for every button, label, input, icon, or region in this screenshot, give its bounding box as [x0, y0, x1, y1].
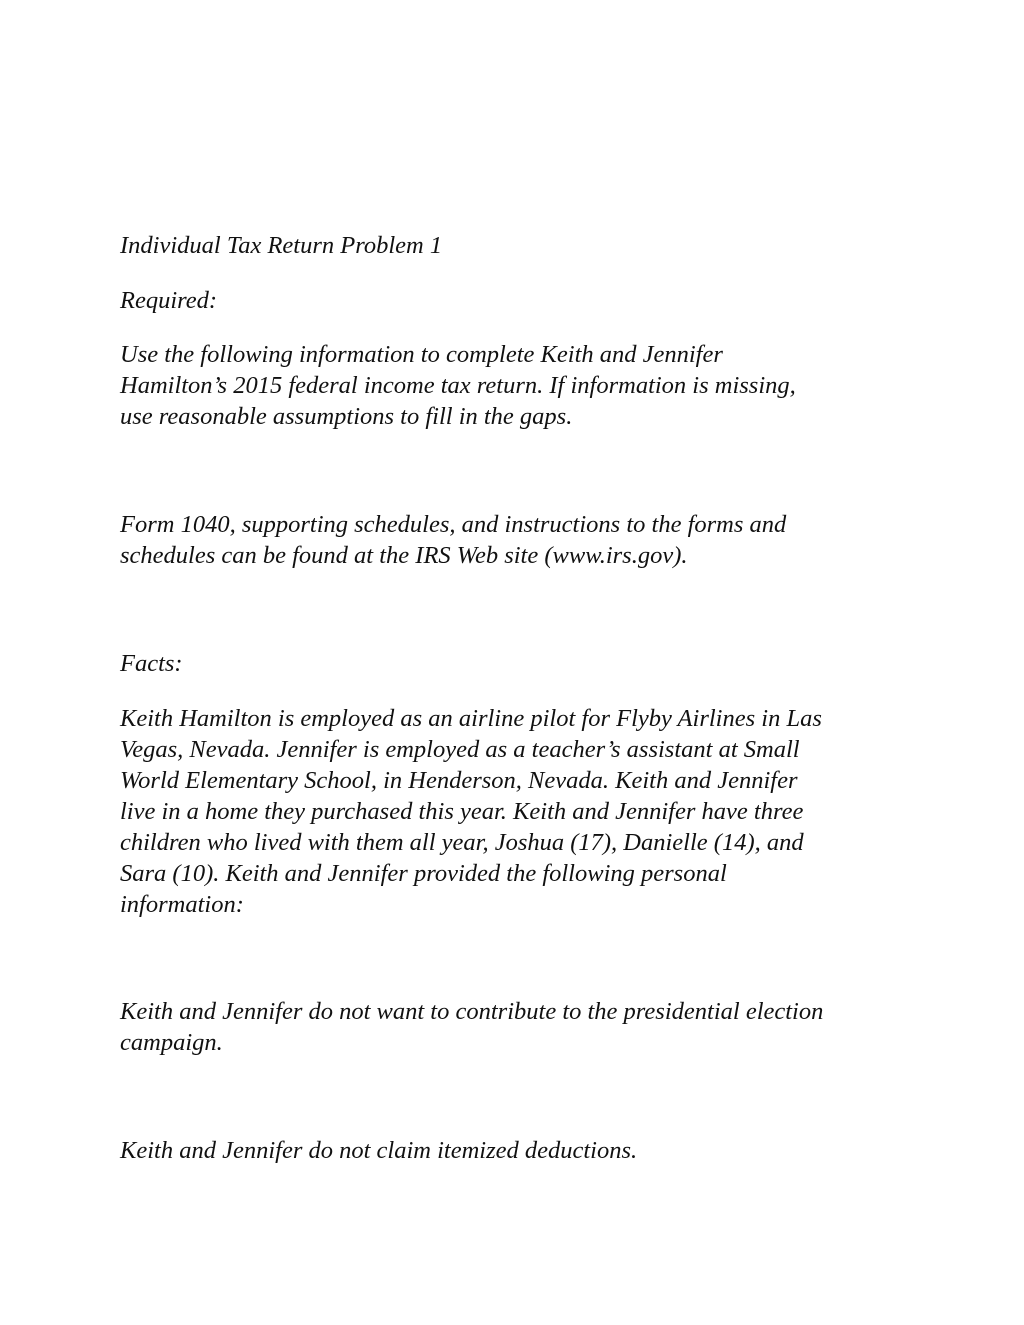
facts-line-6: Sara (10). Keith and Jennifer provided the following personal [120, 860, 727, 887]
instructions-line-1: Use the following information to complete Keith and Jennifer [120, 341, 723, 368]
facts-line-5: children who lived with them all year, Joshua (17), Danielle (14), and [120, 829, 804, 856]
deductions-note: Keith and Jennifer do not claim itemized deductions. [120, 1137, 638, 1164]
facts-line-2: Vegas, Nevada. Jennifer is employed as a teacher’s assistant at Small [120, 736, 800, 763]
instructions-line-3: use reasonable assumptions to fill in the gaps. [120, 403, 573, 430]
election-note-line-1: Keith and Jennifer do not want to contribute to the presidential election [120, 998, 824, 1025]
facts-heading: Facts: [120, 650, 183, 677]
required-heading: Required: [120, 287, 218, 314]
forms-note-line-2: schedules can be found at the IRS Web site (www.irs.gov). [120, 542, 688, 569]
document-title: Individual Tax Return Problem 1 [120, 232, 443, 259]
facts-line-3: World Elementary School, in Henderson, Nevada. Keith and Jennifer [120, 767, 798, 794]
forms-note-line-1: Form 1040, supporting schedules, and instructions to the forms and [120, 511, 787, 538]
facts-line-7: information: [120, 891, 244, 918]
facts-line-4: live in a home they purchased this year. Keith and Jennifer have three [120, 798, 804, 825]
instructions-line-2: Hamilton’s 2015 federal income tax return. If information is missing, [120, 372, 796, 399]
election-note-line-2: campaign. [120, 1029, 223, 1056]
facts-line-1: Keith Hamilton is employed as an airline pilot for Flyby Airlines in Las [120, 705, 822, 732]
